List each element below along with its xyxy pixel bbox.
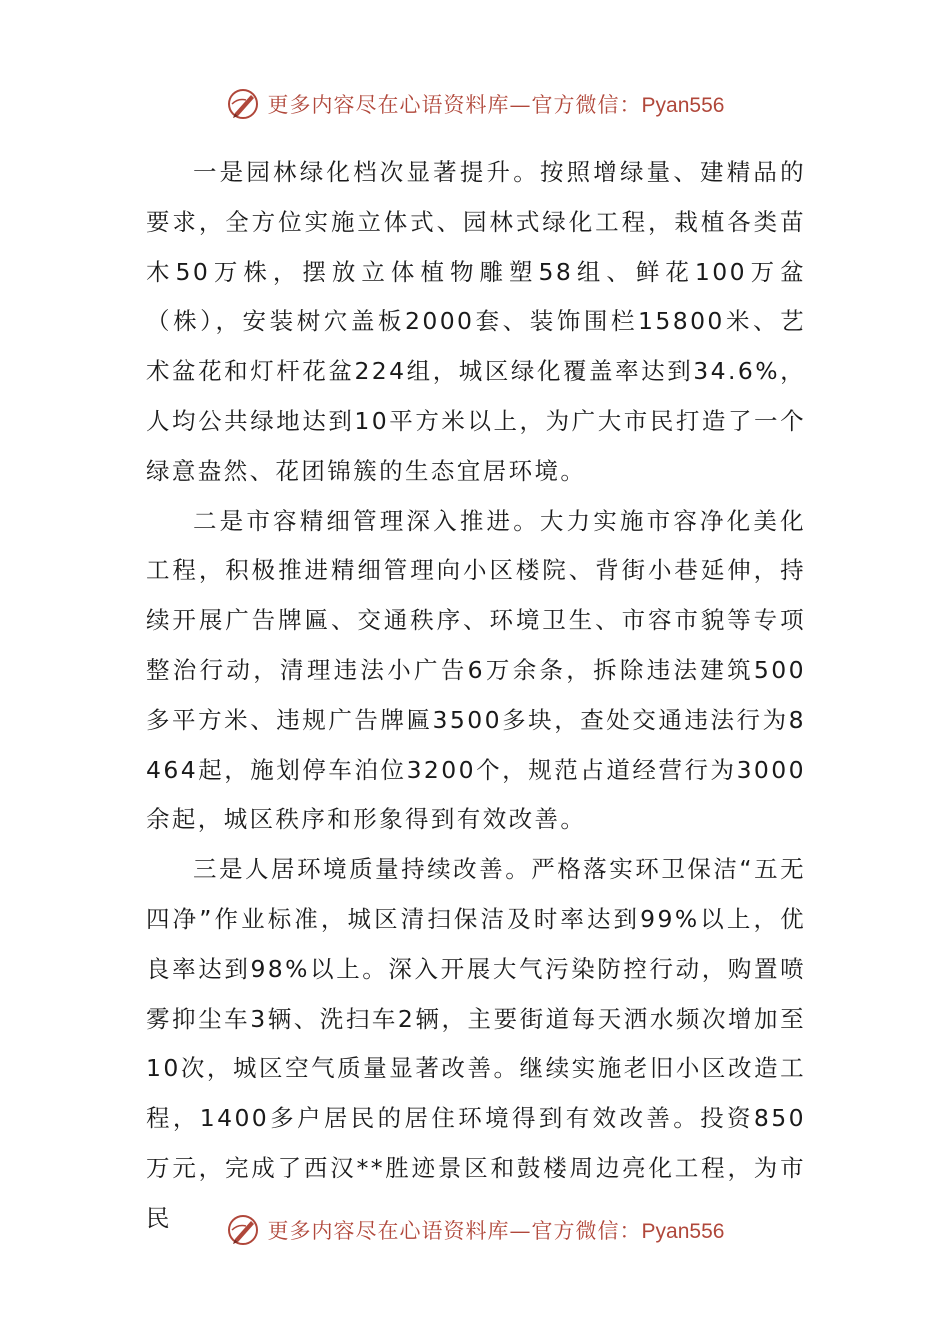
paragraph-city-management: 二是市容精细管理深入推进。大力实施市容净化美化工程，积极推进精细管理向小区楼院、背街小巷延伸，持续开展广告牌匾、交通秩序、环境卫生、市容市貌等专项整治行动，清理违法小广告6万余条，拆除违法建筑500多平方米、违规广告牌匾3500多块，查处交通违法行为8464起，施划停车泊位3200个，规范占道经营行为3000余起，城区秩序和形象得到有效改善。	[146, 506, 806, 834]
footer-banner-text: 更多内容尽在心语资料库—官方微信：Pyan556	[267, 1219, 725, 1243]
header-banner-text: 更多内容尽在心语资料库—官方微信：Pyan556	[267, 93, 725, 117]
pen-logo-icon	[226, 1212, 262, 1248]
paragraph-greening: 一是园林绿化档次显著提升。按照增绿量、建精品的要求，全方位实施立体式、园林式绿化工程，栽植各类苗木50万株，摆放立体植物雕塑58组、鲜花100万盆（株），安装树穴盖板2000套、装饰围栏15800米、艺术盆花和灯杆花盆224组，城区绿化覆盖率达到34.6%，人均公共绿地达到10平方米以上，为广大市民打造了一个绿意盎然、花团锦簇的生态宜居环境。	[146, 158, 806, 485]
pen-logo-icon	[226, 86, 262, 122]
footer-watermark-banner	[0, 1210, 950, 1250]
header-banner-content	[226, 86, 725, 122]
document-body	[146, 148, 806, 1244]
header-watermark-banner	[0, 84, 950, 124]
paragraph-living-environment: 三是人居环境质量持续改善。严格落实环卫保洁“五无四净”作业标准，城区清扫保洁及时率达到99%以上，优良率达到98%以上。深入开展大气污染防控行动，购置喷雾抑尘车3辆、洗扫车2辆，主要街道每天洒水频次增加至10次，城区空气质量显著改善。继续实施老旧小区改造工程，1400多户居民的居住环境得到有效改善。投资850万元，完成了西汉**胜迹景区和鼓楼周边亮化工程，为市民	[146, 855, 806, 1232]
footer-banner-content	[226, 1212, 725, 1248]
